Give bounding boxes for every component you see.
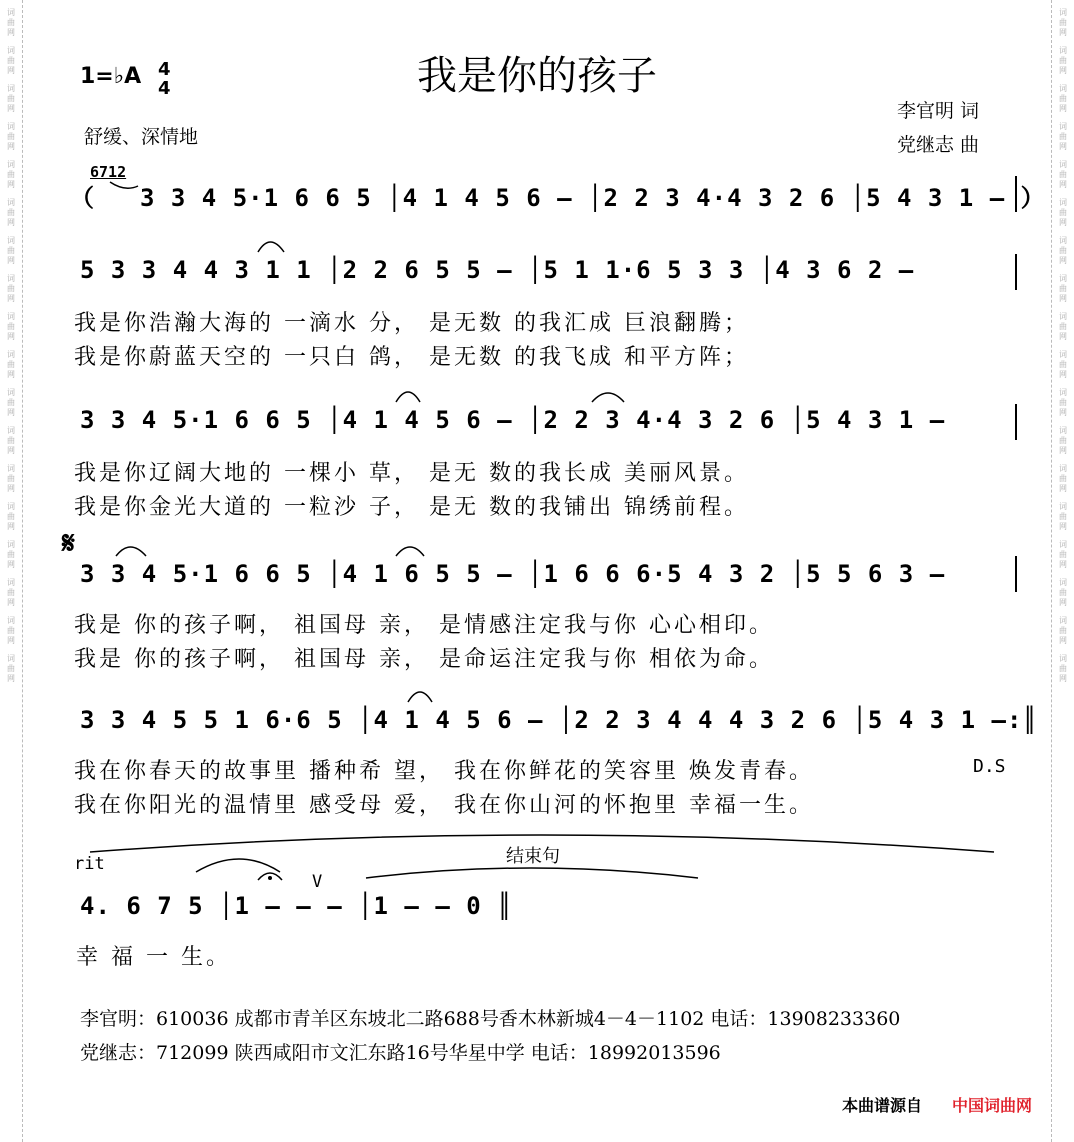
ritardando-marking: rit — [74, 854, 105, 874]
watermark-text: 词 曲 网 — [1059, 8, 1067, 37]
watermark-text: 词 曲 网 — [7, 274, 15, 303]
row4-notation: 3 3 4 5 5 1 6·6 5 │4 1 4 5 6 – │2 2 3 4 4 4 3 2 6 │5 4 3 1 –:║ — [80, 706, 1038, 734]
row1-tie — [258, 242, 284, 252]
row2-notation: 3 3 4 5·1 6 6 5 │4 1 4 5 6 – │2 2 3 4·4 3 2 6 │5 4 3 1 – — [80, 406, 946, 434]
segno-sign: 𝄋 — [62, 526, 75, 561]
row1-notation: 5 3 3 4 4 3 1 1 │2 2 6 5 5 – │5 1 1·6 5 3 3 │4 3 6 2 – — [80, 256, 915, 284]
row1-lyric-verse1: 我是你浩瀚大海的 一滴水 分， 是无数 的我汇成 巨浪翻腾； — [74, 311, 749, 336]
watermark-text: 词 曲 网 — [1059, 350, 1067, 379]
composer-address: 党继志：712099 陕西咸阳市文汇东路16号华星中学 电话：18992013596 — [80, 1042, 721, 1064]
site-name[interactable]: 中国词曲网 — [952, 1096, 1033, 1115]
row2-lyric-verse1: 我是你辽阔大地的 一棵小 草， 是无 数的我长成 美丽风景。 — [74, 461, 749, 486]
watermark-text: 词 曲 网 — [1059, 426, 1067, 455]
watermark-text: 词 曲 网 — [7, 502, 15, 531]
meter-top: 4 — [158, 59, 171, 80]
row4-tie — [408, 692, 432, 702]
watermark-text: 词 曲 网 — [1059, 122, 1067, 151]
row2-slur — [592, 393, 624, 402]
row3-slur-b — [396, 547, 424, 556]
watermark-text: 词 曲 网 — [7, 464, 15, 493]
coda-tie — [366, 868, 698, 878]
watermark-text: 词 曲 网 — [7, 198, 15, 227]
row4-lyric-verse1: 我在你春天的故事里 播种希 望， 我在你鲜花的笑容里 焕发青春。 — [74, 759, 814, 784]
row3-slur-a — [116, 547, 146, 556]
watermark-text: 词 曲 网 — [1059, 198, 1067, 227]
watermark-text: 词 曲 网 — [7, 350, 15, 379]
row1-lyric-verse2: 我是你蔚蓝天空的 一只白 鸽， 是无数 的我飞成 和平方阵； — [74, 345, 749, 370]
watermark-text: 词 曲 网 — [1059, 312, 1067, 341]
watermark-text: 词 曲 网 — [7, 654, 15, 683]
coda-long-slur — [90, 835, 994, 852]
watermark-text: 词 曲 网 — [1059, 616, 1067, 645]
watermark-text: 词 曲 网 — [1059, 464, 1067, 493]
watermark-text: 词 曲 网 — [1059, 502, 1067, 531]
watermark-text: 词 曲 网 — [1059, 84, 1067, 113]
fermata-dot — [268, 876, 272, 880]
watermark-text: 词 曲 网 — [1059, 274, 1067, 303]
coda-lyric: 幸 福 一 生。 — [76, 945, 231, 970]
row2-tie — [396, 392, 420, 402]
key-signature: 1=♭A — [80, 64, 142, 89]
coda-slur — [196, 859, 280, 872]
watermark-text: 词 曲 网 — [7, 122, 15, 151]
watermark-text: 词 曲 网 — [7, 540, 15, 569]
intro-notation: 3 3 4 5·1 6 6 5 │4 1 4 5 6 – │2 2 3 4·4 3 2 6 │5 4 3 1 – ） — [140, 184, 1046, 212]
grace-notes: 6712 — [90, 163, 127, 181]
watermark-text: 词 曲 网 — [7, 8, 15, 37]
grace-slur — [110, 182, 138, 188]
song-title: 我是你的孩子 — [417, 53, 657, 99]
breath-mark: V — [312, 872, 323, 892]
coda-notation: 4. 6 7 5 │1 – – – │1 – – 0 ║ — [80, 892, 513, 920]
meter-bottom: 4 — [158, 78, 171, 99]
watermark-text: 词 曲 网 — [1059, 540, 1067, 569]
watermark-text: 词 曲 网 — [1059, 236, 1067, 265]
watermark-text: 词 曲 网 — [1059, 654, 1067, 683]
intro-open-paren: （ — [70, 184, 95, 212]
watermark-text: 词 曲 网 — [7, 236, 15, 265]
row3-notation: 3 3 4 5·1 6 6 5 │4 1 6 5 5 – │1 6 6 6·5 4 3 2 │5 5 6 3 – — [80, 560, 946, 588]
source-label: 本曲谱源自 — [842, 1096, 923, 1115]
tempo-marking: 舒缓、深情地 — [84, 126, 199, 148]
watermark-text: 词 曲 网 — [7, 160, 15, 189]
ending-phrase-label: 结束句 — [506, 846, 560, 867]
row3-lyric-verse1: 我是 你的孩子啊， 祖国母 亲， 是情感注定我与你 心心相印。 — [74, 613, 774, 638]
watermark-text: 词 曲 网 — [7, 312, 15, 341]
watermark-text: 词 曲 网 — [1059, 160, 1067, 189]
row2-lyric-verse2: 我是你金光大道的 一粒沙 子， 是无 数的我铺出 锦绣前程。 — [74, 495, 749, 520]
row3-lyric-verse2: 我是 你的孩子啊， 祖国母 亲， 是命运注定我与你 相依为命。 — [74, 647, 774, 672]
composer-credit: 党继志 曲 — [897, 134, 980, 156]
watermark-text: 词 曲 网 — [7, 84, 15, 113]
row4-lyric-verse2: 我在你阳光的温情里 感受母 爱， 我在你山河的怀抱里 幸福一生。 — [74, 793, 814, 818]
watermark-text: 词 曲 网 — [7, 426, 15, 455]
watermark-text: 词 曲 网 — [7, 616, 15, 645]
dal-segno-marking: D.S — [973, 756, 1006, 777]
watermark-text: 词 曲 网 — [7, 46, 15, 75]
watermark-text: 词 曲 网 — [1059, 46, 1067, 75]
watermark-text: 词 曲 网 — [1059, 388, 1067, 417]
watermark-text: 词 曲 网 — [7, 388, 15, 417]
lyricist-credit: 李官明 词 — [897, 100, 980, 122]
watermark-text: 词 曲 网 — [7, 578, 15, 607]
watermark-text: 词 曲 网 — [1059, 578, 1067, 607]
lyricist-address: 李官明：610036 成都市青羊区东坡北二路688号香木林新城4－4－1102 电话：13908233360 — [80, 1008, 901, 1030]
